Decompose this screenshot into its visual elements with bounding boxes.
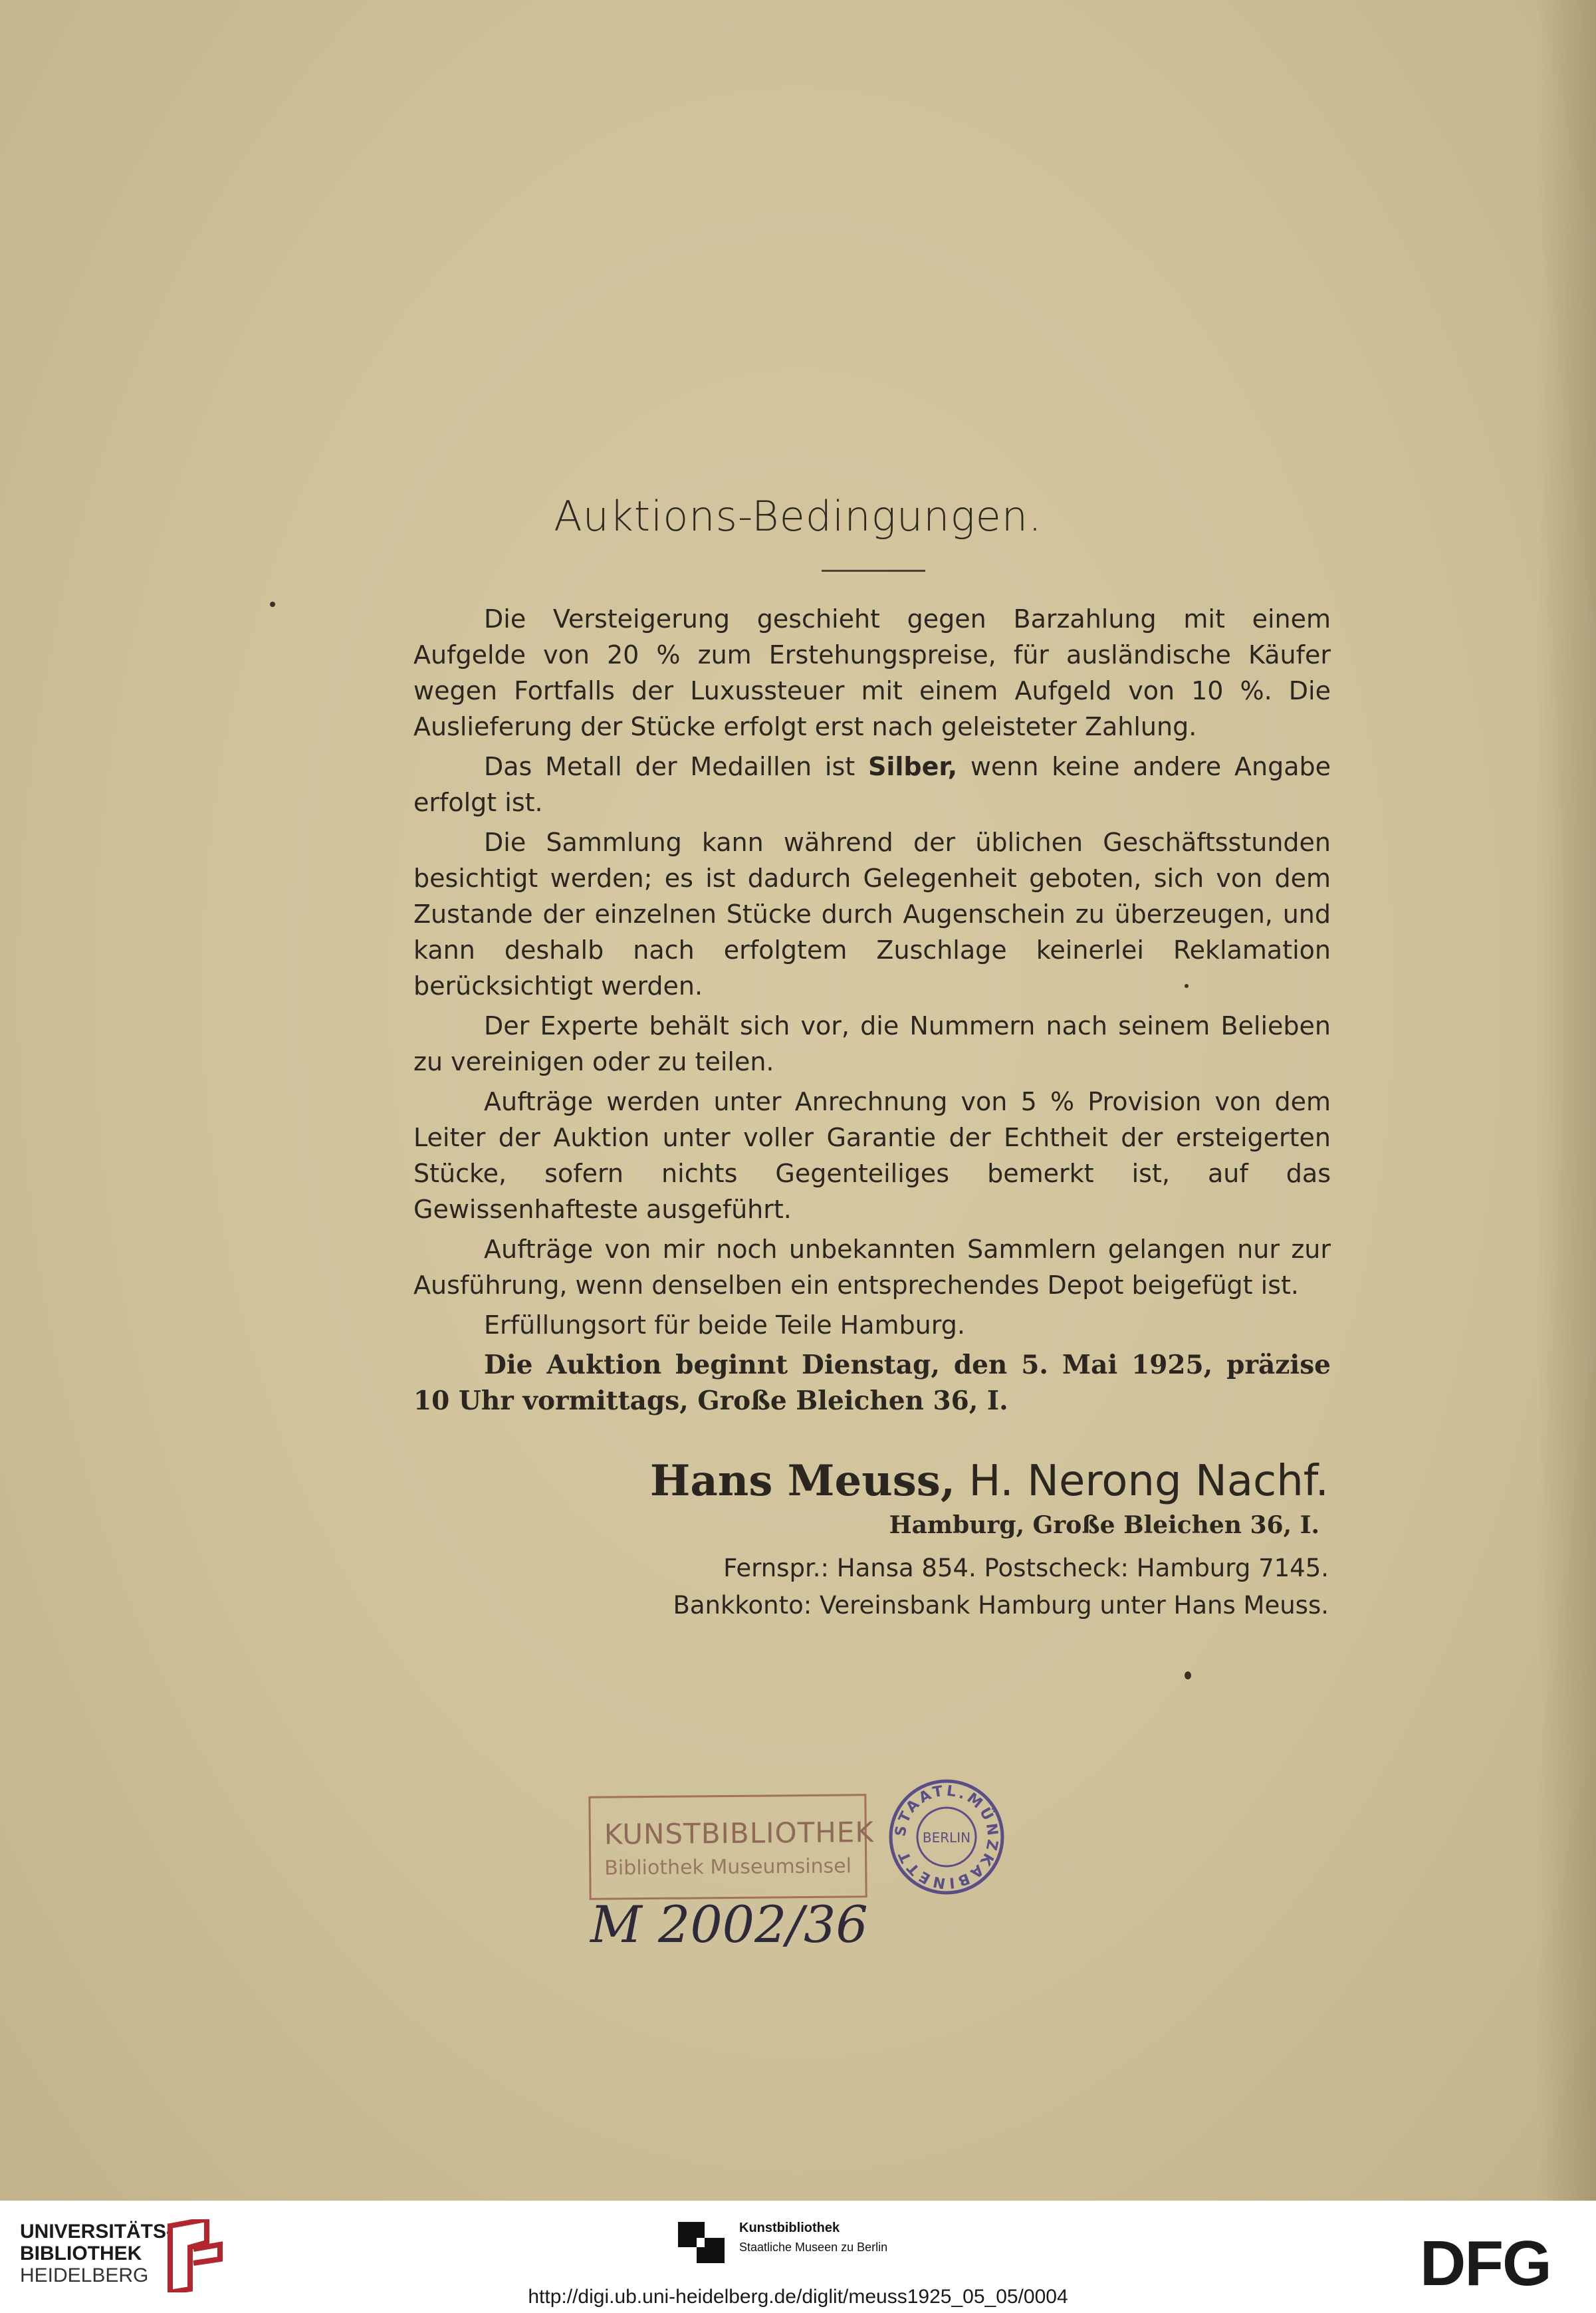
- library-stamp-line2: Bibliothek Museumsinsel: [604, 1854, 852, 1880]
- paragraph-metal: [413, 749, 1331, 820]
- kunstbibliothek-logo: [678, 2219, 957, 2272]
- library-stamp: [588, 1794, 875, 1900]
- firm-contact: [650, 1550, 1329, 1624]
- firm-name: [650, 1456, 1329, 1506]
- auction-notice: Die Auktion beginnt Dienstag, den 5. Mai 1925, präzise 10 Uhr vormittags, Große Bleichen 36, I.: [413, 1350, 1331, 1416]
- uni-heidelberg-text: [20, 2221, 173, 2286]
- paragraph-place: Erfüllungsort für beide Teile Hamburg.: [484, 1310, 965, 1340]
- paragraph-viewing: Die Sammlung kann während der üblichen Geschäftsstunden besichtigt werden; es ist dadurch Gelegenheit geboten, sich von dem Zustande der einzelnen Stücke durch Augenschein zu überzeugen, und kann deshalb nach erfolgtem Zuschlage keinerlei Reklamation berücksichtigt werden.: [413, 828, 1331, 1001]
- firm-bank-line: Bankkonto: Vereinsbank Hamburg unter Hans Meuss.: [673, 1591, 1329, 1620]
- paragraph-metal-start: Das Metall der Medaillen ist: [484, 752, 869, 781]
- speck: [270, 602, 275, 607]
- paragraph-metal-end: wenn keine andere Angabe erfolgt ist.: [413, 752, 1331, 817]
- footer-bar: [0, 2201, 1596, 2313]
- paragraph-payment: Die Versteigerung geschieht gegen Barzahlung mit einem Aufgelde von 20 % zum Erstehungspreise, für ausländische Käufer wegen Fortfalls der Luxussteuer mit einem Aufgeld von 10 %. Die Auslieferung der Stücke erfolgt erst nach geleisteter Zahlung.: [413, 604, 1331, 741]
- firm-name-bold: Hans Meuss,: [649, 1456, 956, 1506]
- library-stamp-line1: KUNSTBIBLIOTHEK: [604, 1816, 875, 1851]
- firm-phone-line: Fernspr.: Hansa 854. Postscheck: Hamburg 7145.: [723, 1554, 1329, 1582]
- speck: [1185, 1671, 1191, 1679]
- conditions-text: [413, 601, 1331, 1423]
- paragraph-expert: Der Experte behält sich vor, die Nummern nach seinem Belieben zu vereinigen oder zu teilen.: [413, 1011, 1331, 1076]
- permalink-url[interactable]: http://digi.ub.uni-heidelberg.de/diglit/meuss1925_05_05/0004: [528, 2286, 1068, 2308]
- dfg-logo: DFG: [1420, 2228, 1551, 2299]
- firm-address: Hamburg, Große Bleichen 36, I.: [889, 1511, 1319, 1539]
- kunstbibliothek-name: Kunstbibliothek: [739, 2221, 840, 2235]
- firm-name-rest: H. Nerong Nachf.: [955, 1457, 1329, 1506]
- coin-cabinet-stamp: [887, 1777, 1006, 1897]
- uni-line1: UNIVERSITÄTS-: [20, 2221, 173, 2243]
- uni-heidelberg-logo-icon: [157, 2219, 223, 2292]
- uni-line2: BIBLIOTHEK: [20, 2243, 142, 2264]
- coin-stamp-center: BERLIN: [922, 1830, 971, 1846]
- handwritten-signature: M 2002/36: [590, 1895, 868, 1954]
- coin-stamp-ring-text: STAATL.MÜNZKABINETT: [892, 1782, 1001, 1891]
- title-rule: [822, 570, 925, 572]
- paragraph-metal-bold: Silber,: [868, 752, 957, 781]
- paragraph-deposit: Aufträge von mir noch unbekannten Sammlern gelangen nur zur Ausführung, wenn denselben ein entsprechendes Depot beigefügt ist.: [413, 1235, 1331, 1300]
- uni-line3: HEIDELBERG: [20, 2264, 149, 2286]
- firm-block: [650, 1456, 1329, 1624]
- kunstbibliothek-subtitle: Staatliche Museen zu Berlin: [739, 2241, 888, 2254]
- paragraph-commissions: Aufträge werden unter Anrechnung von 5 % Provision von dem Leiter der Auktion unter voller Garantie der Echtheit der ersteigerten Stücke, sofern nichts Gegenteiliges bemerkt ist, auf das Gewissenhafteste ausgeführt.: [413, 1087, 1331, 1224]
- page-title: Auktions-Bedingungen.: [554, 492, 1042, 541]
- speck: [1185, 984, 1189, 988]
- kunstbibliothek-icon: [678, 2222, 725, 2263]
